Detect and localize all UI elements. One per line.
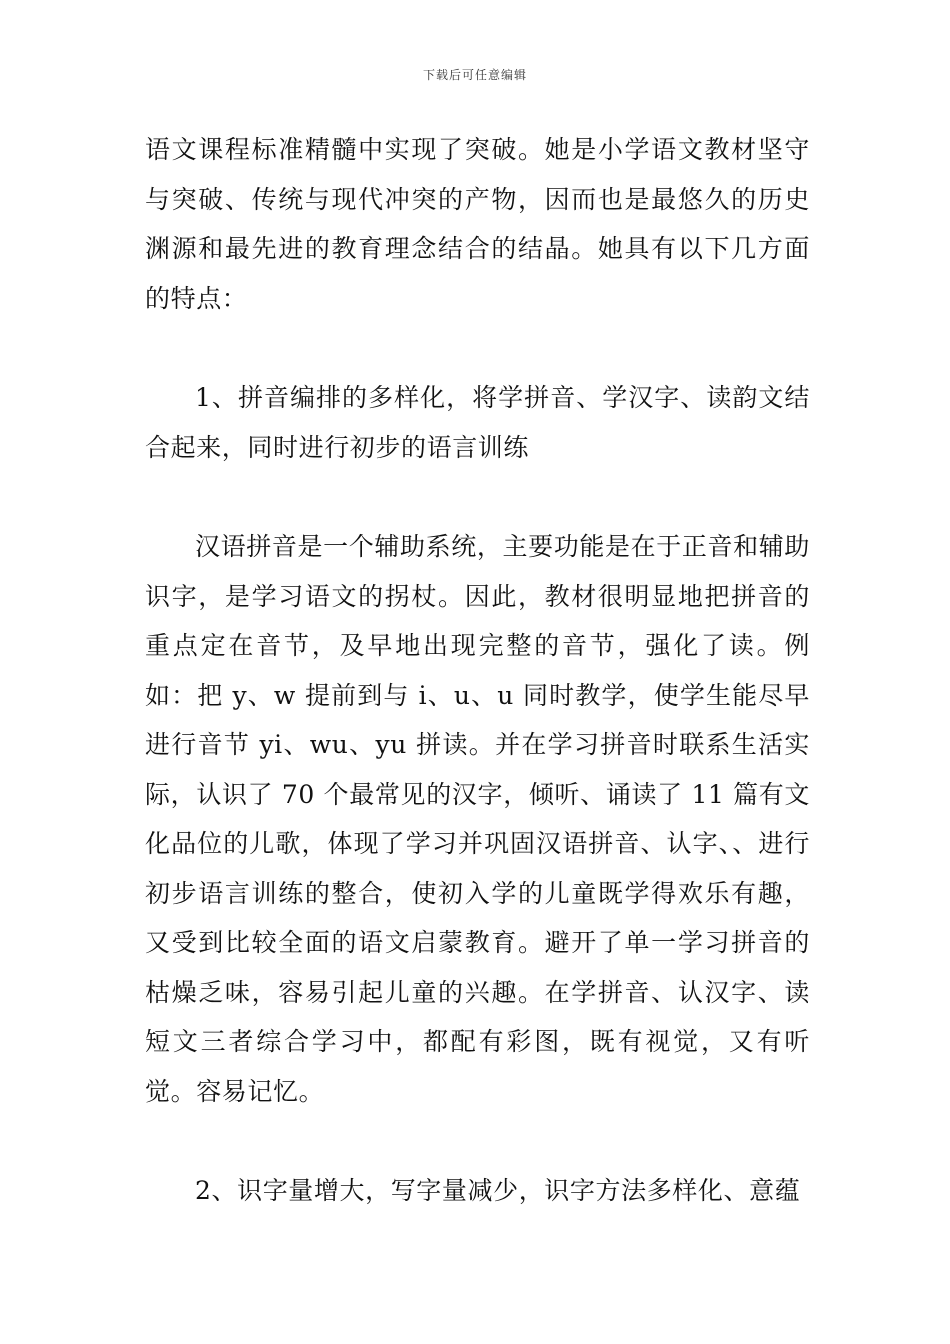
paragraph-spacer	[145, 323, 810, 373]
paragraph-spacer	[145, 472, 810, 522]
pinyin-paragraph: 汉语拼音是一个辅助系统，主要功能是在于正音和辅助识字，是学习语文的拐杖。因此，教材很明显地把拼音的重点定在音节，及早地出现完整的音节，强化了读。例如：把 y、w 提前到与 i、u、u 同时教学，使学生能尽早进行音节 yi、wu、yu 拼读。并在学习拼音时联系生活实际，认识了 70 个最常见的汉字，倾听、诵读了 11 篇有文化品位的儿歌，体现了学习并巩固汉语拼音、认字、、进行初步语言训练的整合，使初入学的儿童既学得欢乐有趣，又受到比较全面的语文启蒙教育。避开了单一学习拼音的枯燥乏味，容易引起儿童的兴趣。在学拼音、认汉字、读短文三者综合学习中，都配有彩图，既有视觉，又有听觉。容易记忆。	[145, 532, 810, 1106]
paragraph-spacer	[145, 1116, 810, 1166]
page-header: 下载后可任意编辑	[422, 68, 527, 82]
section-heading-2: 2、识字量增大，写字量减少，识字方法多样化、意蕴	[195, 1176, 801, 1205]
section-heading-1: 1、拼音编排的多样化，将学拼音、学汉字、读韵文结合起来，同时进行初步的语言训练	[145, 383, 810, 462]
intro-paragraph: 语文课程标准精髓中实现了突破。她是小学语文教材坚守与突破、传统与现代冲突的产物，因而也是最悠久的历史渊源和最先进的教育理念结合的结晶。她具有以下几方面的特点：	[145, 135, 810, 313]
document-body	[145, 125, 810, 1216]
